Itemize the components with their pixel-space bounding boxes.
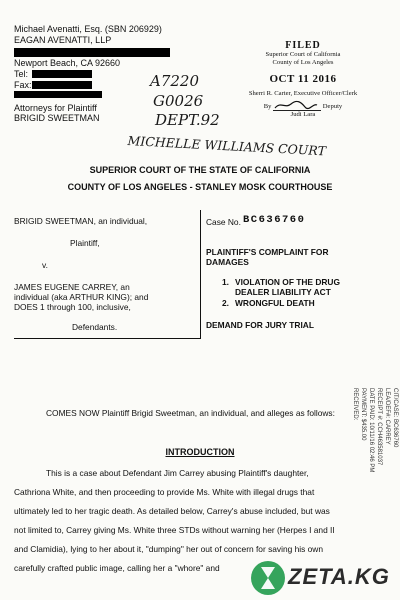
tel-label: Tel: <box>14 69 29 79</box>
receipt-line-2: LEA/DEF#: CARREY <box>384 388 390 445</box>
site-watermark <box>250 552 400 600</box>
claim-2: WRONGFUL DEATH <box>235 298 315 308</box>
stamp-deputy: Deputy <box>322 103 343 110</box>
redacted-phone <box>32 70 92 78</box>
attorney-name: Michael Avenatti, Esq. (SBN 206929) <box>14 24 162 34</box>
caption-bottom-rule <box>14 338 200 339</box>
case-number-label: Case No. <box>206 217 241 227</box>
claim-1-line-1: VIOLATION OF THE DRUG <box>235 277 340 287</box>
defendant-line-2: individual (aka ARTHUR KING); and <box>14 292 149 302</box>
redacted-address <box>14 48 170 57</box>
stamp-date: OCT 11 2016 <box>269 73 337 85</box>
plaintiff-role: Plaintiff, <box>70 238 100 248</box>
jury-demand: DEMAND FOR JURY TRIAL <box>206 320 314 330</box>
court-name: SUPERIOR COURT OF THE STATE OF CALIFORNIA <box>89 165 311 175</box>
paragraph-line-5: and Clamidia), lying to her about it, "dumping" her out of concern for saving his own <box>14 544 324 554</box>
complaint-title-2: DAMAGES <box>206 257 249 267</box>
stamp-court: Superior Court of California <box>265 51 341 58</box>
claim-2-number: 2. <box>222 298 229 308</box>
watermark-text: ZETA.KG <box>288 564 390 589</box>
redacted-email <box>14 91 102 98</box>
versus: v. <box>42 260 48 270</box>
firm-city: Newport Beach, CA 92660 <box>14 58 121 68</box>
redacted-fax <box>32 81 92 89</box>
stamp-title: FILED <box>285 40 321 51</box>
receipt-line-6: RECEIVED: <box>352 388 358 421</box>
defendant-role: Defendants. <box>72 322 118 332</box>
handwritten-note-3: DEPT.92 <box>155 111 220 129</box>
paragraph-line-4: not limited to, Carrey giving Ms. White three STDs without warning her (Herpes I and II <box>14 525 335 535</box>
paragraph-line-1: This is a case about Defendant Jim Carrey abusing Plaintiff's daughter, <box>46 468 309 478</box>
handwritten-note-1: A7220 <box>150 72 200 90</box>
attorneys-for: Attorneys for Plaintiff <box>14 103 97 113</box>
section-heading: INTRODUCTION <box>165 447 235 457</box>
stamp-county: County of Los Angeles <box>272 59 334 66</box>
receipt-line-3: RECEIPT #: CCH463581037 <box>376 388 382 466</box>
plaintiff-party: BRIGID SWEETMAN, an individual, <box>14 216 148 226</box>
fax-label: Fax: <box>14 80 32 90</box>
filed-stamp <box>243 40 363 119</box>
receipt-line-5: PAYMENT: $435.00 <box>360 388 366 441</box>
claim-1-number: 1. <box>222 277 229 287</box>
law-firm: EAGAN AVENATTI, LLP <box>14 35 112 45</box>
receipt-line-1: CIT/CASE: BC636760 <box>392 388 398 448</box>
complaint-title-1: PLAINTIFF'S COMPLAINT FOR <box>206 247 329 257</box>
defendant-line-3: DOES 1 through 100, inclusive, <box>14 302 131 312</box>
stamp-clerk: Judi Lara <box>290 111 316 118</box>
paragraph-line-2: Cathriona White, and then proceeding to provide Ms. White with illegal drugs that <box>14 487 315 497</box>
handwritten-note-2: G0026 <box>153 92 204 110</box>
court-location: COUNTY OF LOS ANGELES - STANLEY MOSK COURTHOUSE <box>67 182 333 192</box>
claim-1-line-2: DEALER LIABILITY ACT <box>235 287 331 297</box>
stamp-by-row <box>243 100 363 111</box>
caption-divider <box>200 210 201 339</box>
handwritten-note-4: MICHELLE WILLIAMS COURT <box>127 133 327 159</box>
stamp-signature <box>273 100 321 111</box>
stamp-by: By <box>263 103 272 110</box>
defendant-line-1: JAMES EUGENE CARREY, an <box>14 282 130 292</box>
opening-sentence: COMES NOW Plaintiff Brigid Sweetman, an individual, and alleges as follows: <box>46 408 335 418</box>
paragraph-line-3: ultimately led to her tragic death. As detailed below, Carrey's abuse included, but was <box>14 506 330 516</box>
receipt-line-4: DATE PAID: 10/11/16 02:46 PM <box>368 388 374 473</box>
case-number: BC636760 <box>243 214 306 226</box>
stamp-officer: Sherri R. Carter, Executive Officer/Clerk <box>248 90 358 97</box>
paragraph-line-6: carefully crafted public image, calling her a "whore" and <box>14 563 220 573</box>
plaintiff-header-name: BRIGID SWEETMAN <box>14 113 100 123</box>
